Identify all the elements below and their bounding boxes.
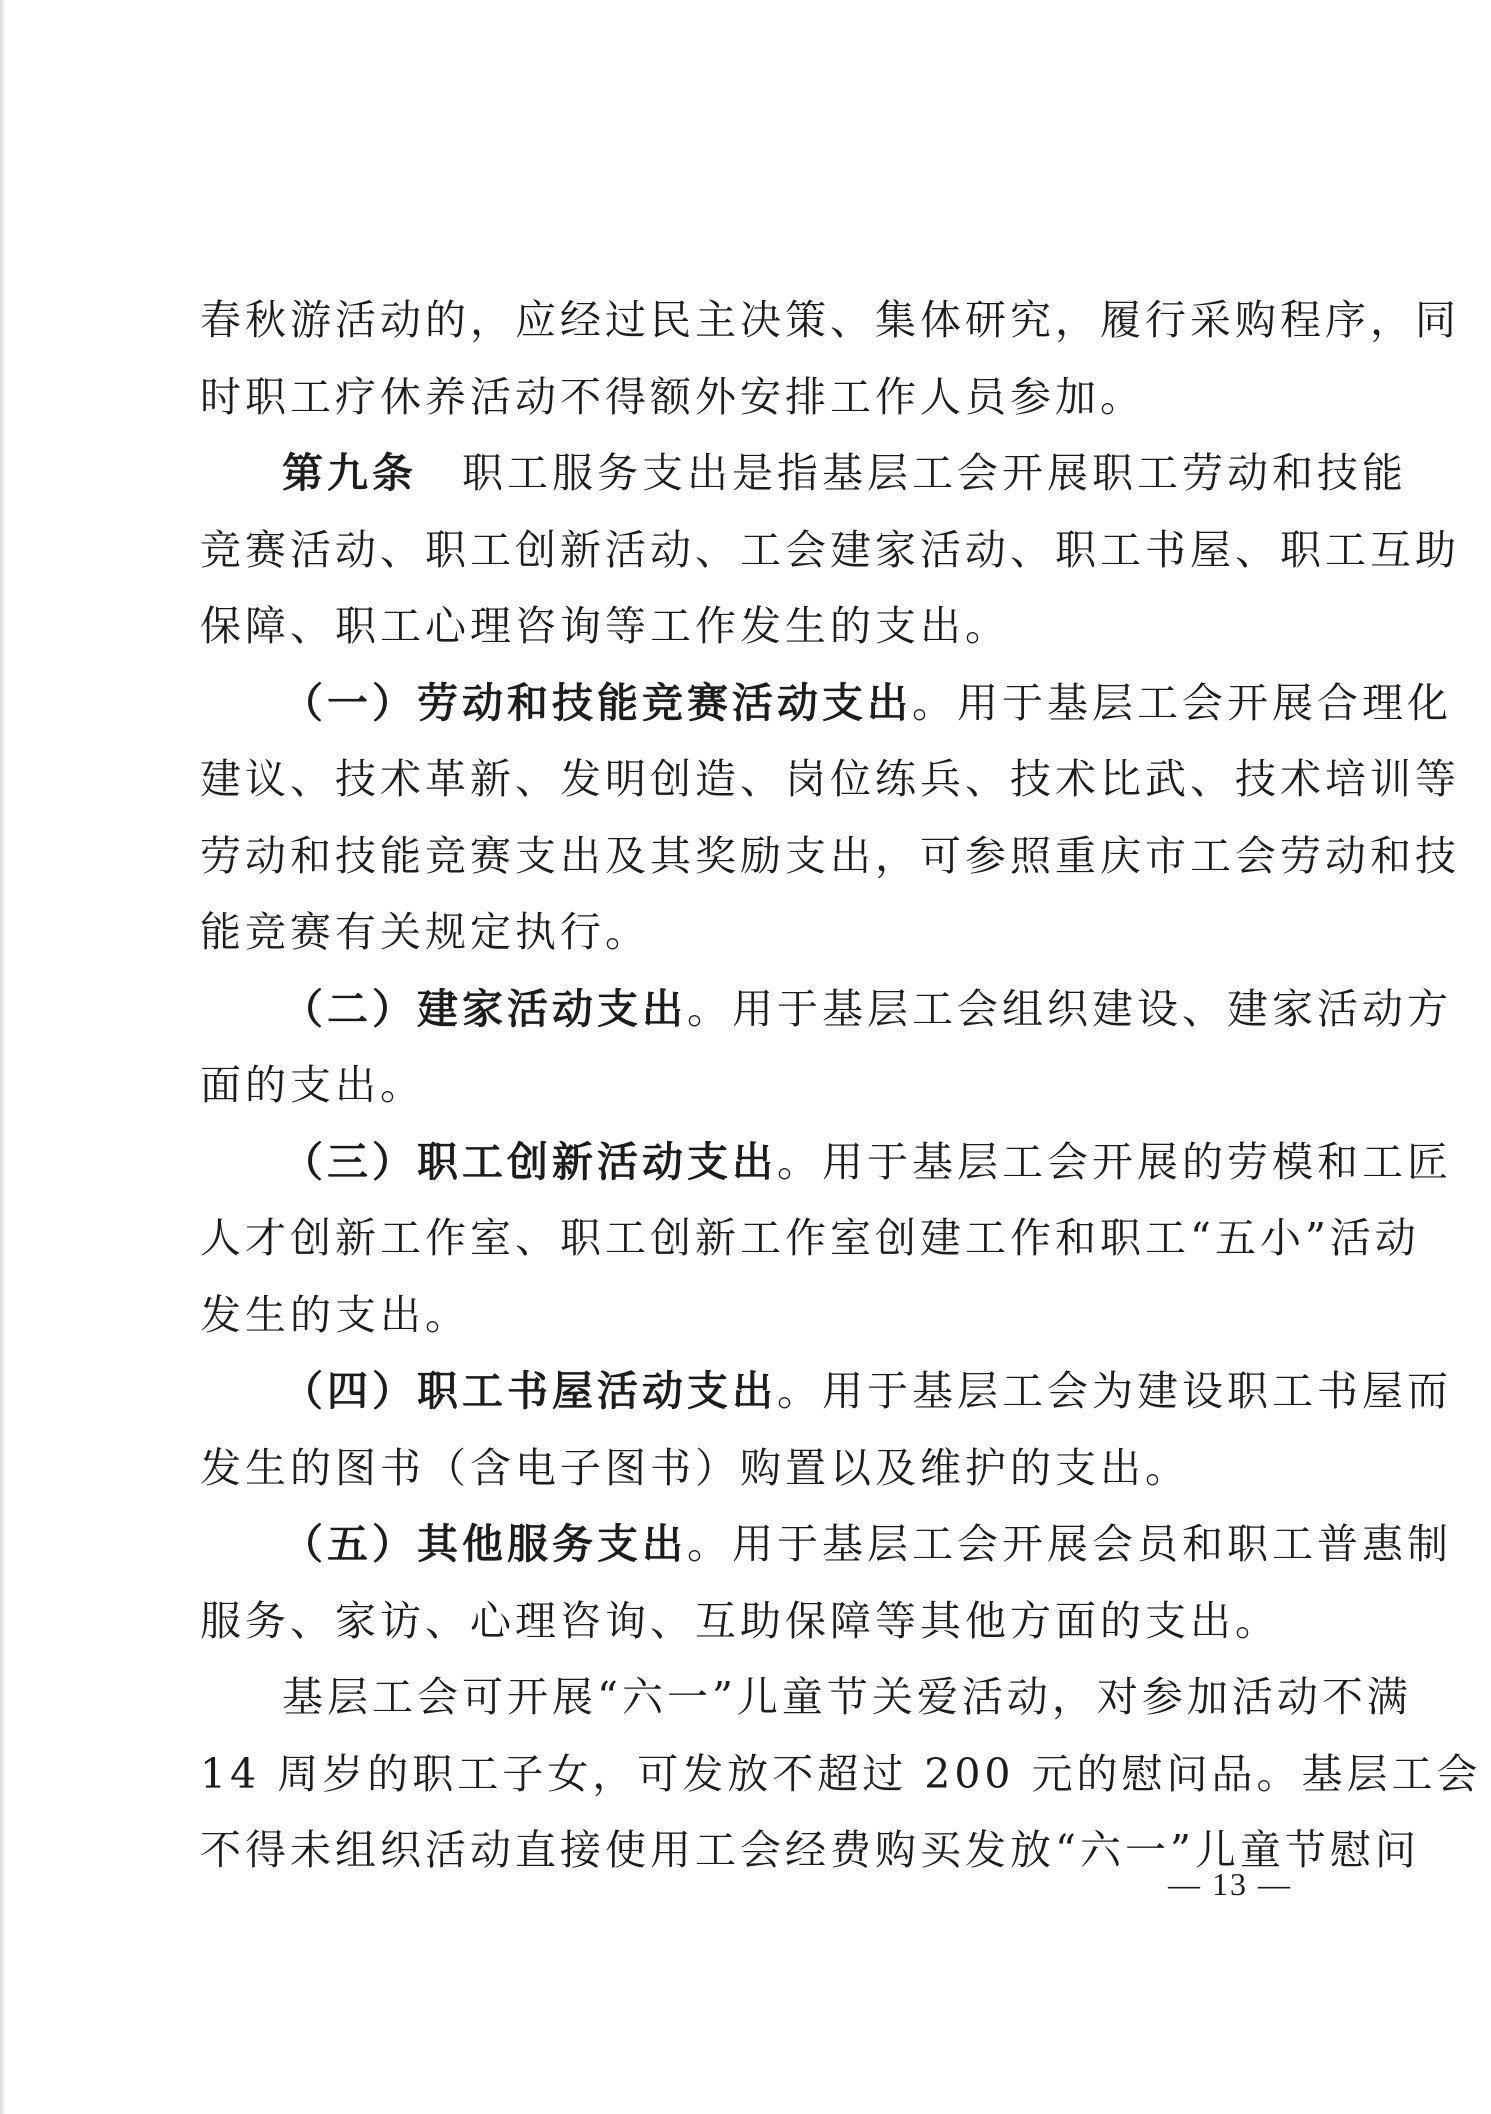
item-4-heading: （四）职工书屋活动支出: [282, 1367, 777, 1415]
paragraph-8-line-1: 基层工会可开展“六一”儿童节关爱活动，对参加活动不满: [282, 1673, 1412, 1721]
article-9-heading: 第九条: [282, 449, 417, 497]
item-1-text: 。用于基层工会开展合理化: [912, 678, 1452, 727]
item-2-text: 。用于基层工会组织建设、建家活动方: [687, 984, 1452, 1033]
item-3-line-1: [200, 1124, 1452, 1201]
body-text: [200, 282, 1482, 1889]
item-2-heading: （二）建家活动支出: [282, 984, 687, 1033]
item-5-text: 。用于基层工会开展会员和职工普惠制: [687, 1520, 1452, 1568]
page-number: — 13 —: [1168, 1866, 1292, 1902]
item-4-line-1: [200, 1353, 1452, 1430]
article-9-line-1: [200, 435, 1407, 512]
item-5-line-1: [200, 1506, 1452, 1583]
item-3-text: 。用于基层工会开展的劳模和工匠: [777, 1137, 1452, 1186]
item-1-heading: （一）劳动和技能竞赛活动支出: [282, 678, 912, 727]
item-4-line-2: 发生的图书（含电子图书）购置以及维护的支出。: [200, 1443, 1190, 1492]
paragraph-1-line-1: 春秋游活动的，应经过民主决策、集体研究，履行采购程序，同: [200, 296, 1460, 344]
item-3-line-2: 人才创新工作室、职工创新工作室创建工作和职工“五小”活动: [200, 1214, 1420, 1262]
item-2-line-2: 面的支出。: [200, 1061, 425, 1109]
scan-edge-shadow: [0, 0, 6, 2114]
article-9-line-2: 竞赛活动、职工创新活动、工会建家活动、职工书屋、职工互助: [200, 525, 1460, 574]
item-1-line-4: 能竞赛有关规定执行。: [200, 908, 650, 956]
item-1-line-2: 建议、技术革新、发明创造、岗位练兵、技术比武、技术培训等: [200, 755, 1460, 803]
item-4-text: 。用于基层工会为建设职工书屋而: [777, 1367, 1452, 1415]
item-2-line-1: [200, 971, 1452, 1048]
item-5-line-2: 服务、家访、心理咨询、互助保障等其他方面的支出。: [200, 1596, 1280, 1645]
item-3-line-3: 发生的支出。: [200, 1290, 470, 1339]
paragraph-1-line-2: 时职工疗休养活动不得额外安排工作人员参加。: [200, 372, 1145, 421]
article-9-line-3: 保障、职工心理咨询等工作发生的支出。: [200, 602, 1010, 650]
item-5-heading: （五）其他服务支出: [282, 1520, 687, 1568]
item-3-heading: （三）职工创新活动支出: [282, 1137, 777, 1186]
item-1-line-1: [200, 665, 1452, 742]
paragraph-8-line-2: 14 周岁的职工子女，可发放不超过 200 元的慰问品。基层工会: [200, 1749, 1482, 1798]
paragraph-8-line-3: 不得未组织活动直接使用工会经费购买发放“六一”儿童节慰问: [200, 1826, 1420, 1874]
article-9-text: 职工服务支出是指基层工会开展职工劳动和技能: [417, 449, 1407, 497]
item-1-line-3: 劳动和技能竞赛支出及其奖励支出，可参照重庆市工会劳动和技: [200, 831, 1460, 880]
